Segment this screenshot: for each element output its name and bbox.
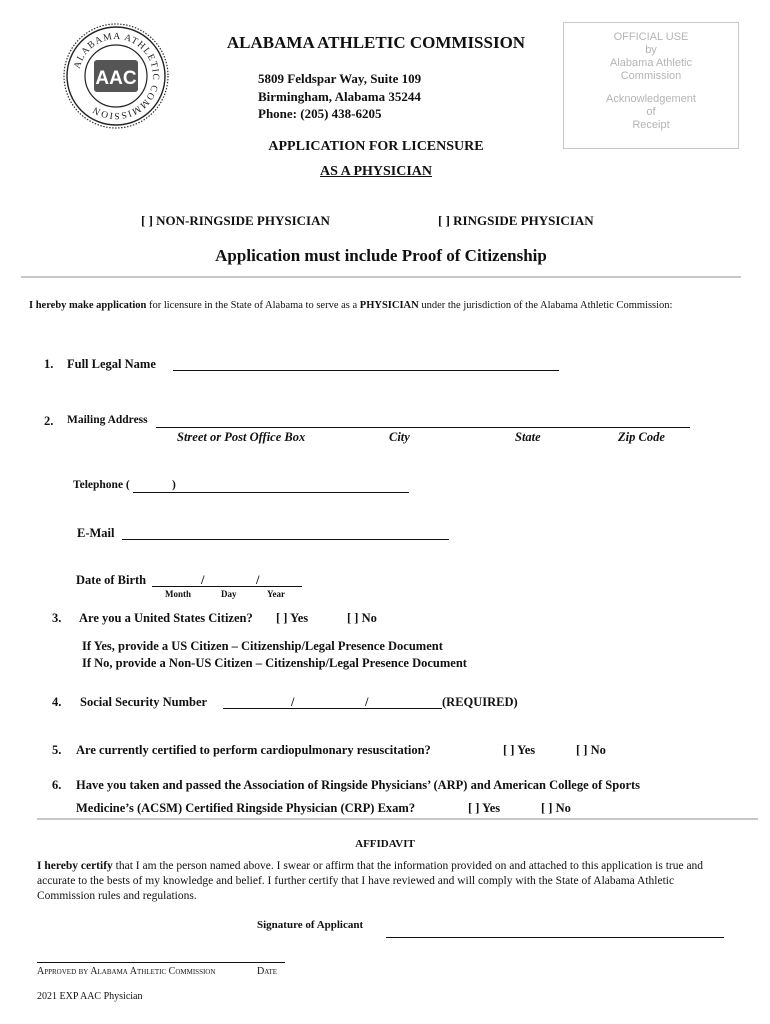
- affidavit-title: AFFIDAVIT: [355, 838, 415, 850]
- intro-statement: I hereby make application for licensure in the State of Alabama to serve as a PHYSICIAN under the jurisdiction of the Alabama Athletic Commission:: [29, 300, 673, 311]
- phone-number: Phone: (205) 438-6205: [258, 106, 382, 121]
- ringside-checkbox[interactable]: [ ] RINGSIDE PHYSICIAN: [438, 213, 594, 228]
- address-city-caption: City: [389, 430, 410, 444]
- ssn-required-note: (REQUIRED): [442, 695, 518, 709]
- commission-title: ALABAMA ATHLETIC COMMISSION: [226, 33, 526, 52]
- dob-slash-2: /: [256, 573, 260, 587]
- email-label: E-Mail: [77, 526, 115, 540]
- address-street-caption: Street or Post Office Box: [177, 430, 306, 444]
- exam-no-checkbox[interactable]: [ ] No: [541, 801, 571, 815]
- ssn-label: Social Security Number: [80, 695, 208, 709]
- email-field[interactable]: [122, 525, 449, 540]
- citizen-no-checkbox[interactable]: [ ] No: [347, 611, 377, 625]
- form-id: 2021 EXP AAC Physician: [37, 991, 143, 1002]
- application-title: APPLICATION FOR LICENSURE: [268, 139, 484, 154]
- cpr-no-checkbox[interactable]: [ ] No: [576, 743, 606, 757]
- seal-monogram: AAC: [95, 68, 137, 89]
- dob-day-caption: Day: [221, 589, 237, 599]
- exam-question-line2: Medicine’s (ACSM) Certified Ringside Physician (CRP) Exam?: [76, 801, 416, 815]
- address-state-caption: State: [515, 430, 541, 444]
- proof-of-citizenship-notice: Application must include Proof of Citizenship: [215, 246, 547, 265]
- mailing-address-field[interactable]: [156, 413, 690, 428]
- mailing-address-label: Mailing Address: [67, 414, 148, 426]
- section-divider: [21, 276, 741, 278]
- application-subtitle: AS A PHYSICIAN: [319, 164, 433, 179]
- q2-number: 2.: [44, 414, 54, 428]
- date-label: Date: [257, 966, 278, 977]
- exam-question-line1: Have you taken and passed the Association of Ringside Physicians’ (ARP) and American College of Sports: [76, 778, 641, 792]
- approved-by-label: Approved by Alabama Athletic Commission: [37, 966, 216, 977]
- cpr-yes-checkbox[interactable]: [ ] Yes: [503, 743, 536, 757]
- telephone-label: Telephone (: [73, 479, 130, 491]
- dob-month-caption: Month: [165, 589, 192, 599]
- dob-slash-1: /: [201, 573, 205, 587]
- telephone-paren: ): [172, 479, 176, 491]
- address-line-2: Birmingham, Alabama 35244: [258, 89, 421, 104]
- approval-line: [37, 962, 285, 963]
- citizen-yes-note: If Yes, provide a US Citizen – Citizenship/Legal Presence Document: [82, 639, 443, 653]
- q1-number: 1.: [44, 357, 54, 371]
- ssn-slash-1: /: [291, 695, 295, 709]
- q6-number: 6.: [52, 778, 62, 792]
- citizen-yes-checkbox[interactable]: [ ] Yes: [276, 611, 309, 625]
- seal-ring-text: ALABAMA ATHLETIC COMMISSION: [72, 31, 161, 121]
- exam-yes-checkbox[interactable]: [ ] Yes: [468, 801, 501, 815]
- ssn-field[interactable]: [223, 694, 442, 709]
- full-legal-name-field[interactable]: [173, 356, 559, 371]
- non-ringside-checkbox[interactable]: [ ] NON-RINGSIDE PHYSICIAN: [141, 213, 330, 228]
- dob-label: Date of Birth: [76, 573, 147, 587]
- citizenship-question: Are you a United States Citizen?: [79, 611, 253, 625]
- affidavit-divider: [37, 818, 758, 820]
- ssn-slash-2: /: [365, 695, 369, 709]
- dob-field[interactable]: [152, 572, 302, 587]
- citizen-no-note: If No, provide a Non-US Citizen – Citizenship/Legal Presence Document: [82, 656, 467, 670]
- q3-number: 3.: [52, 611, 62, 625]
- address-zip-caption: Zip Code: [618, 430, 665, 444]
- full-legal-name-label: Full Legal Name: [67, 357, 156, 371]
- affidavit-text: I hereby certify that I am the person named above. I swear or affirm that the information provided on and attached to this application is true and accurate to the bests of my knowledge and belief. I further certify that I have reviewed and will comply with the State of Alabama Athletic Commission rules and regulations.: [37, 860, 704, 902]
- signature-label: Signature of Applicant: [257, 919, 364, 931]
- q4-number: 4.: [52, 695, 62, 709]
- address-line-1: 5809 Feldspar Way, Suite 109: [258, 71, 422, 86]
- cpr-question: Are currently certified to perform cardiopulmonary resuscitation?: [76, 743, 431, 757]
- dob-year-caption: Year: [267, 589, 285, 599]
- q5-number: 5.: [52, 743, 62, 757]
- signature-line[interactable]: [386, 937, 724, 938]
- official-use-box: OFFICIAL USE by Alabama Athletic Commission Acknowledgement of Receipt: [563, 22, 739, 149]
